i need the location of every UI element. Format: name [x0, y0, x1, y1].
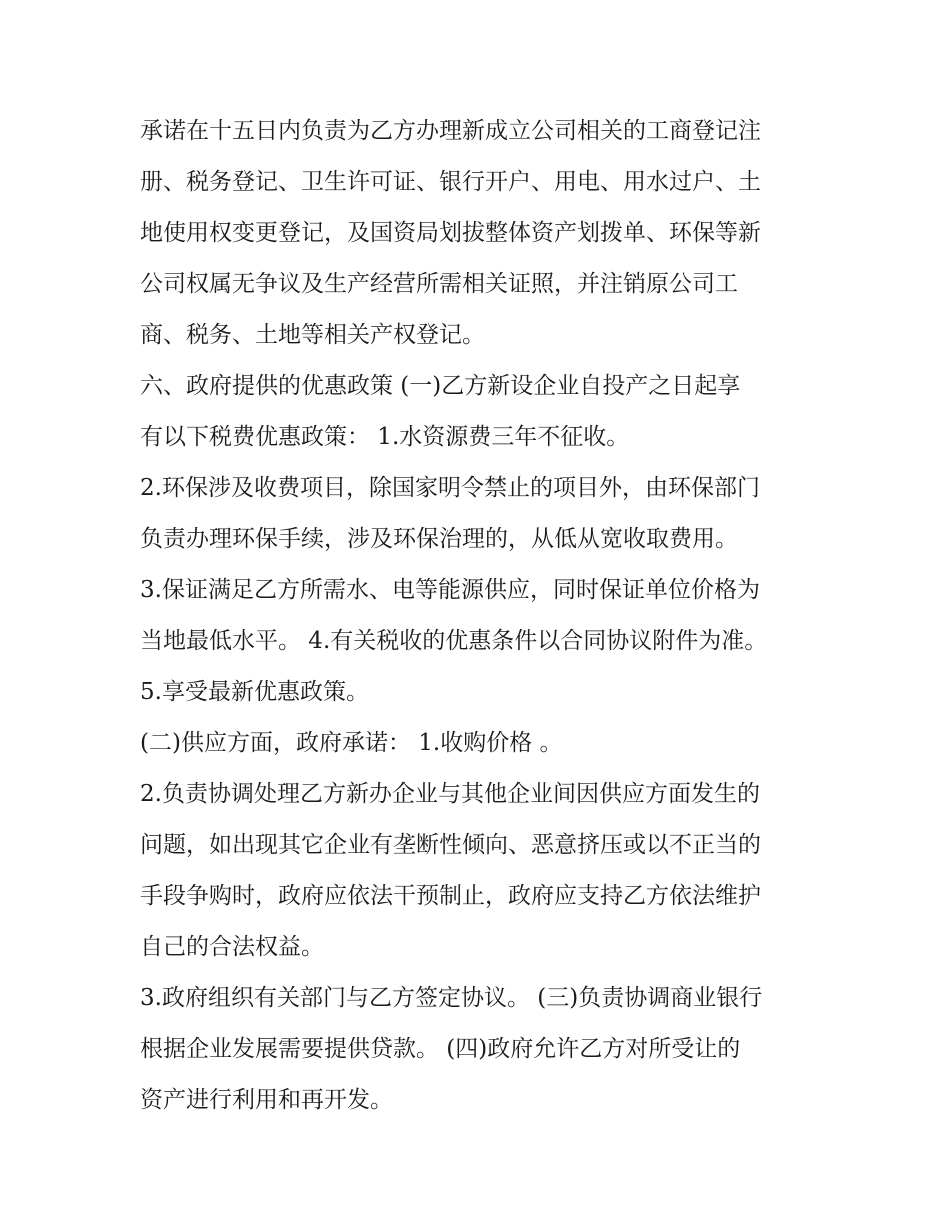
text-line: 3.保证满足乙方所需水、电等能源供应，同时保证单位价格为	[140, 577, 760, 603]
text-line: 册、税务登记、卫生许可证、银行开户、用电、用水过户、土	[140, 169, 761, 195]
text-line: (二)供应方面，政府承诺： 1.收购价格 。	[140, 730, 563, 756]
text-line: 当地最低水平。 4.有关税收的优惠条件以合同协议附件为准。	[140, 628, 768, 654]
text-line: 有以下税费优惠政策： 1.水资源费三年不征收。	[140, 424, 630, 450]
text-line: 根据企业发展需要提供贷款。 (四)政府允许乙方对所受让的	[140, 1036, 741, 1062]
text-line: 六、政府提供的优惠政策 (一)乙方新设企业自投产之日起享	[140, 373, 741, 399]
text-line: 地使用权变更登记，及国资局划拔整体资产划拨单、环保等新	[140, 220, 761, 246]
text-line: 问题，如出现其它企业有垄断性倾向、恶意挤压或以不正当的	[140, 832, 761, 858]
text-line: 自己的合法权益。	[140, 934, 324, 960]
text-line: 2.负责协调处理乙方新办企业与其他企业间因供应方面发生的	[140, 781, 760, 807]
text-line: 公司权属无争议及生产经营所需相关证照，并注销原公司工	[140, 271, 738, 297]
text-line: 5.享受最新优惠政策。	[140, 679, 369, 705]
text-line: 2.环保涉及收费项目，除国家明令禁止的项目外，由环保部门	[140, 475, 760, 501]
text-line: 3.政府组织有关部门与乙方签定协议。 (三)负责协调商业银行	[140, 985, 763, 1011]
text-line: 手段争购时，政府应依法干预制止，政府应支持乙方依法维护	[140, 883, 761, 909]
text-line: 商、税务、土地等相关产权登记。	[140, 322, 485, 348]
document-body	[140, 106, 820, 1126]
text-line: 负责办理环保手续，涉及环保治理的，从低从宽收取费用。	[140, 526, 738, 552]
text-line: 承诺在十五日内负责为乙方办理新成立公司相关的工商登记注	[140, 118, 761, 144]
text-line: 资产进行利用和再开发。	[140, 1087, 393, 1113]
